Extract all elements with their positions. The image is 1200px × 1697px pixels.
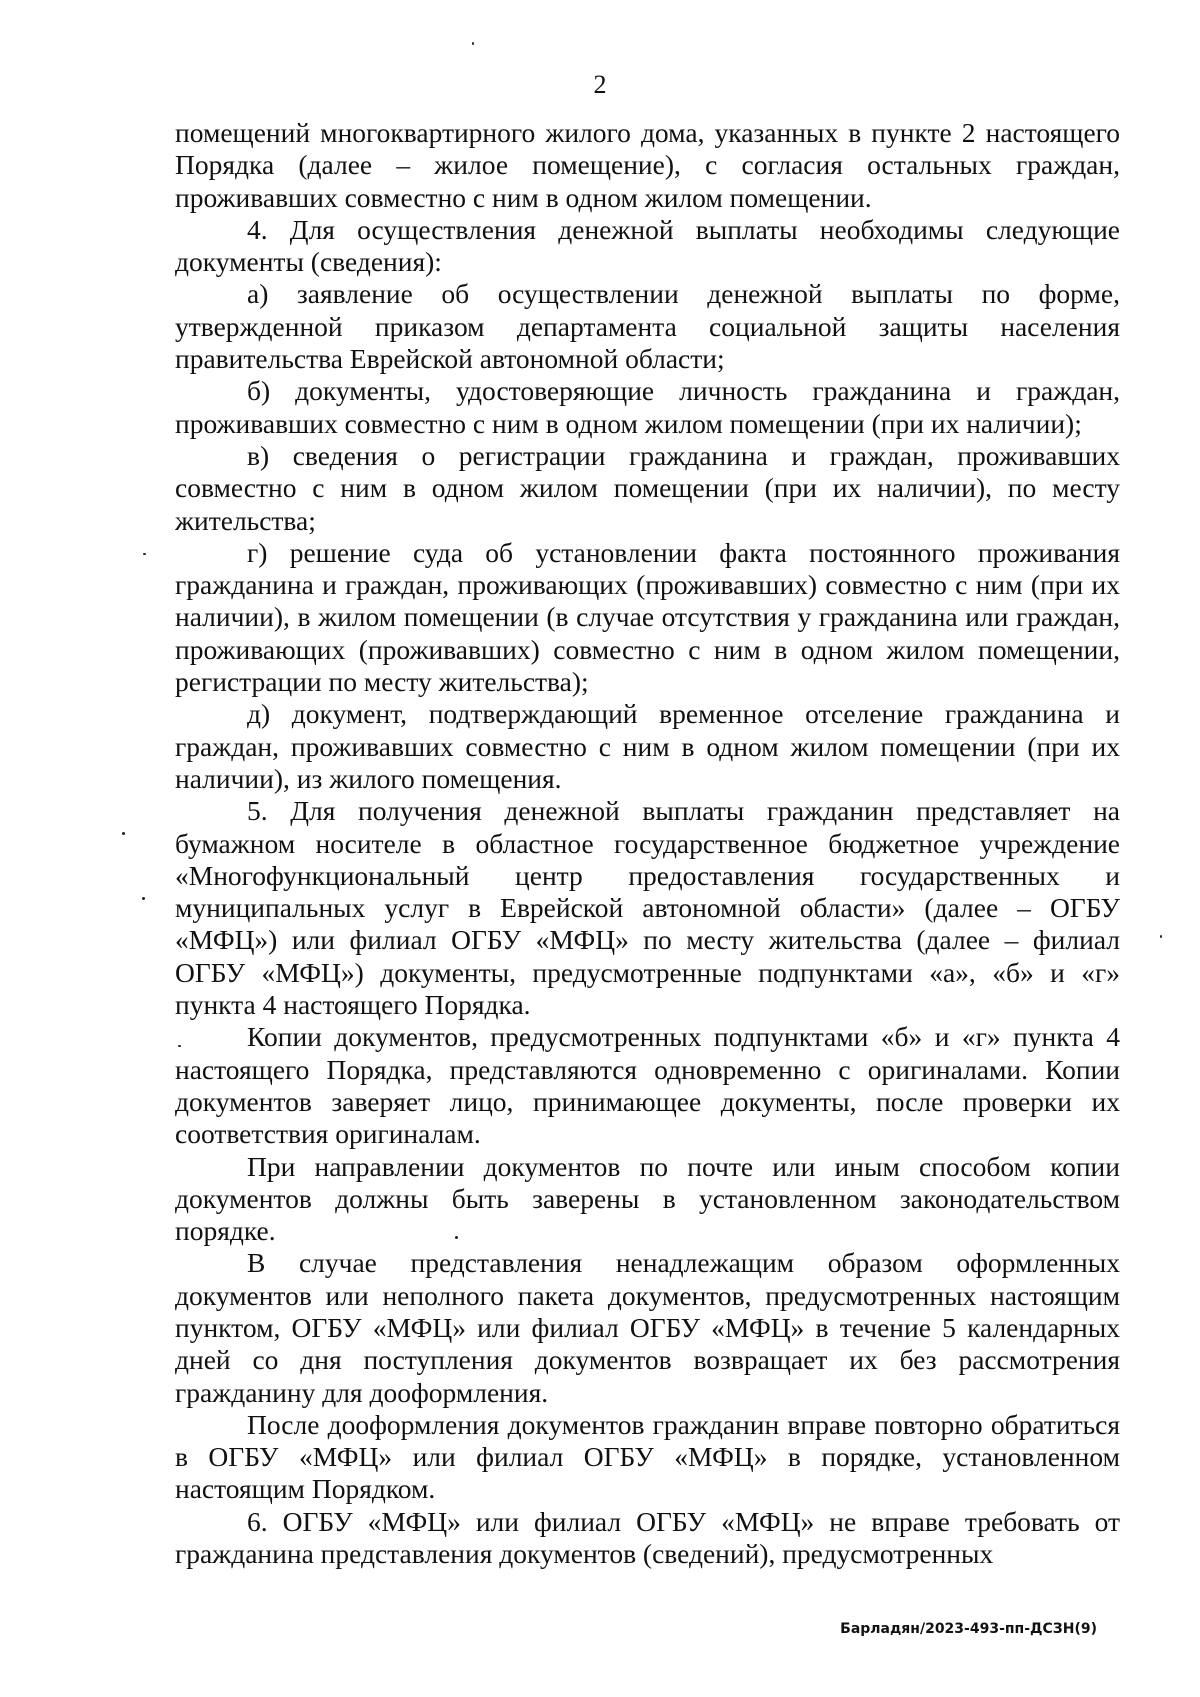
paragraph-item-5: 5. Для получения денежной выплаты гражданин представляет на бумажном носителе в областное государственное бюджетное учреждение «Многофункциональный центр предоставления государственных и муниципальных услуг в Еврейской автономной области» (далее – ОГБУ «МФЦ») или филиал ОГБУ «МФЦ» по месту жительства (далее – филиал ОГБУ «МФЦ») документы, предусмотренные подпунктами «а», «б» и «г» пункта 4 настоящего Порядка.: [175, 795, 1120, 1021]
scan-speck: [143, 553, 146, 555]
paragraph-continuation: помещений многоквартирного жилого дома, указанных в пункте 2 настоящего Порядка (далее – жилое помещение), с согласия остальных граждан, проживавших совместно с ним в одном жилом помещении.: [175, 117, 1120, 213]
paragraph-copies: Копии документов, предусмотренных подпунктами «б» и «г» пункта 4 настоящего Порядка, представляются одновременно с оригиналами. Копии документов заверяет лицо, принимающее документы, после проверки их соответствия оригиналам.: [175, 1021, 1120, 1150]
paragraph-improper: В случае представления ненадлежащим образом оформленных документов или неполного пакета документов, предусмотренных настоящим пунктом, ОГБУ «МФЦ» или филиал ОГБУ «МФЦ» в течение 5 календарных дней со дня поступления документов возвращает их без рассмотрения гражданину для дооформления.: [175, 1247, 1120, 1408]
scan-speck: [1160, 935, 1162, 938]
document-reference-number: Барладян/2023-493-пп-ДСЗН(9): [840, 1621, 1097, 1637]
paragraph-subitem-g: г) решение суда об установлении факта постоянного проживания гражданина и граждан, проживающих (проживавших) совместно с ним (при их наличии), в жилом помещении (в случае отсутствия у гражданина или граждан, проживающих (проживавших) совместно с ним в одном жилом помещении, регистрации по месту жительства);: [175, 536, 1120, 698]
scan-speck: [142, 897, 145, 900]
scan-speck: [472, 42, 474, 45]
scan-speck: [178, 1045, 181, 1047]
paragraph-subitem-a: а) заявление об осуществлении денежной выплаты по форме, утвержденной приказом департамента социальной защиты населения правительства Еврейской автономной области;: [175, 278, 1120, 375]
scan-speck: [122, 832, 125, 835]
document-body: [175, 117, 1120, 1570]
paragraph-mail: При направлении документов по почте или иным способом копии документов должны быть заверены в установленном законодательством порядке.: [175, 1150, 1120, 1247]
paragraph-item-4: 4. Для осуществления денежной выплаты необходимы следующие документы (сведения):: [175, 213, 1120, 278]
paragraph-item-6: 6. ОГБУ «МФЦ» или филиал ОГБУ «МФЦ» не вправе требовать от гражданина представления документов (сведений), предусмотренных: [175, 1505, 1120, 1570]
paragraph-subitem-b: б) документы, удостоверяющие личность гражданина и граждан, проживавших совместно с ним в одном жилом помещении (при их наличии);: [175, 375, 1120, 439]
paragraph-resubmit: После дооформления документов гражданин вправе повторно обратиться в ОГБУ «МФЦ» или филиал ОГБУ «МФЦ» в порядке, установленном настоящим Порядком.: [175, 1408, 1120, 1505]
paragraph-subitem-d: д) документ, подтверждающий временное отселение гражданина и граждан, проживавших совместно с ним в одном жилом помещении (при их наличии), из жилого помещения.: [175, 698, 1120, 794]
scan-speck: [455, 1236, 458, 1239]
paragraph-subitem-v: в) сведения о регистрации гражданина и граждан, проживавших совместно с ним в одном жилом помещении (при их наличии), по месту жительства;: [175, 439, 1120, 536]
page-number: 2: [593, 70, 607, 99]
